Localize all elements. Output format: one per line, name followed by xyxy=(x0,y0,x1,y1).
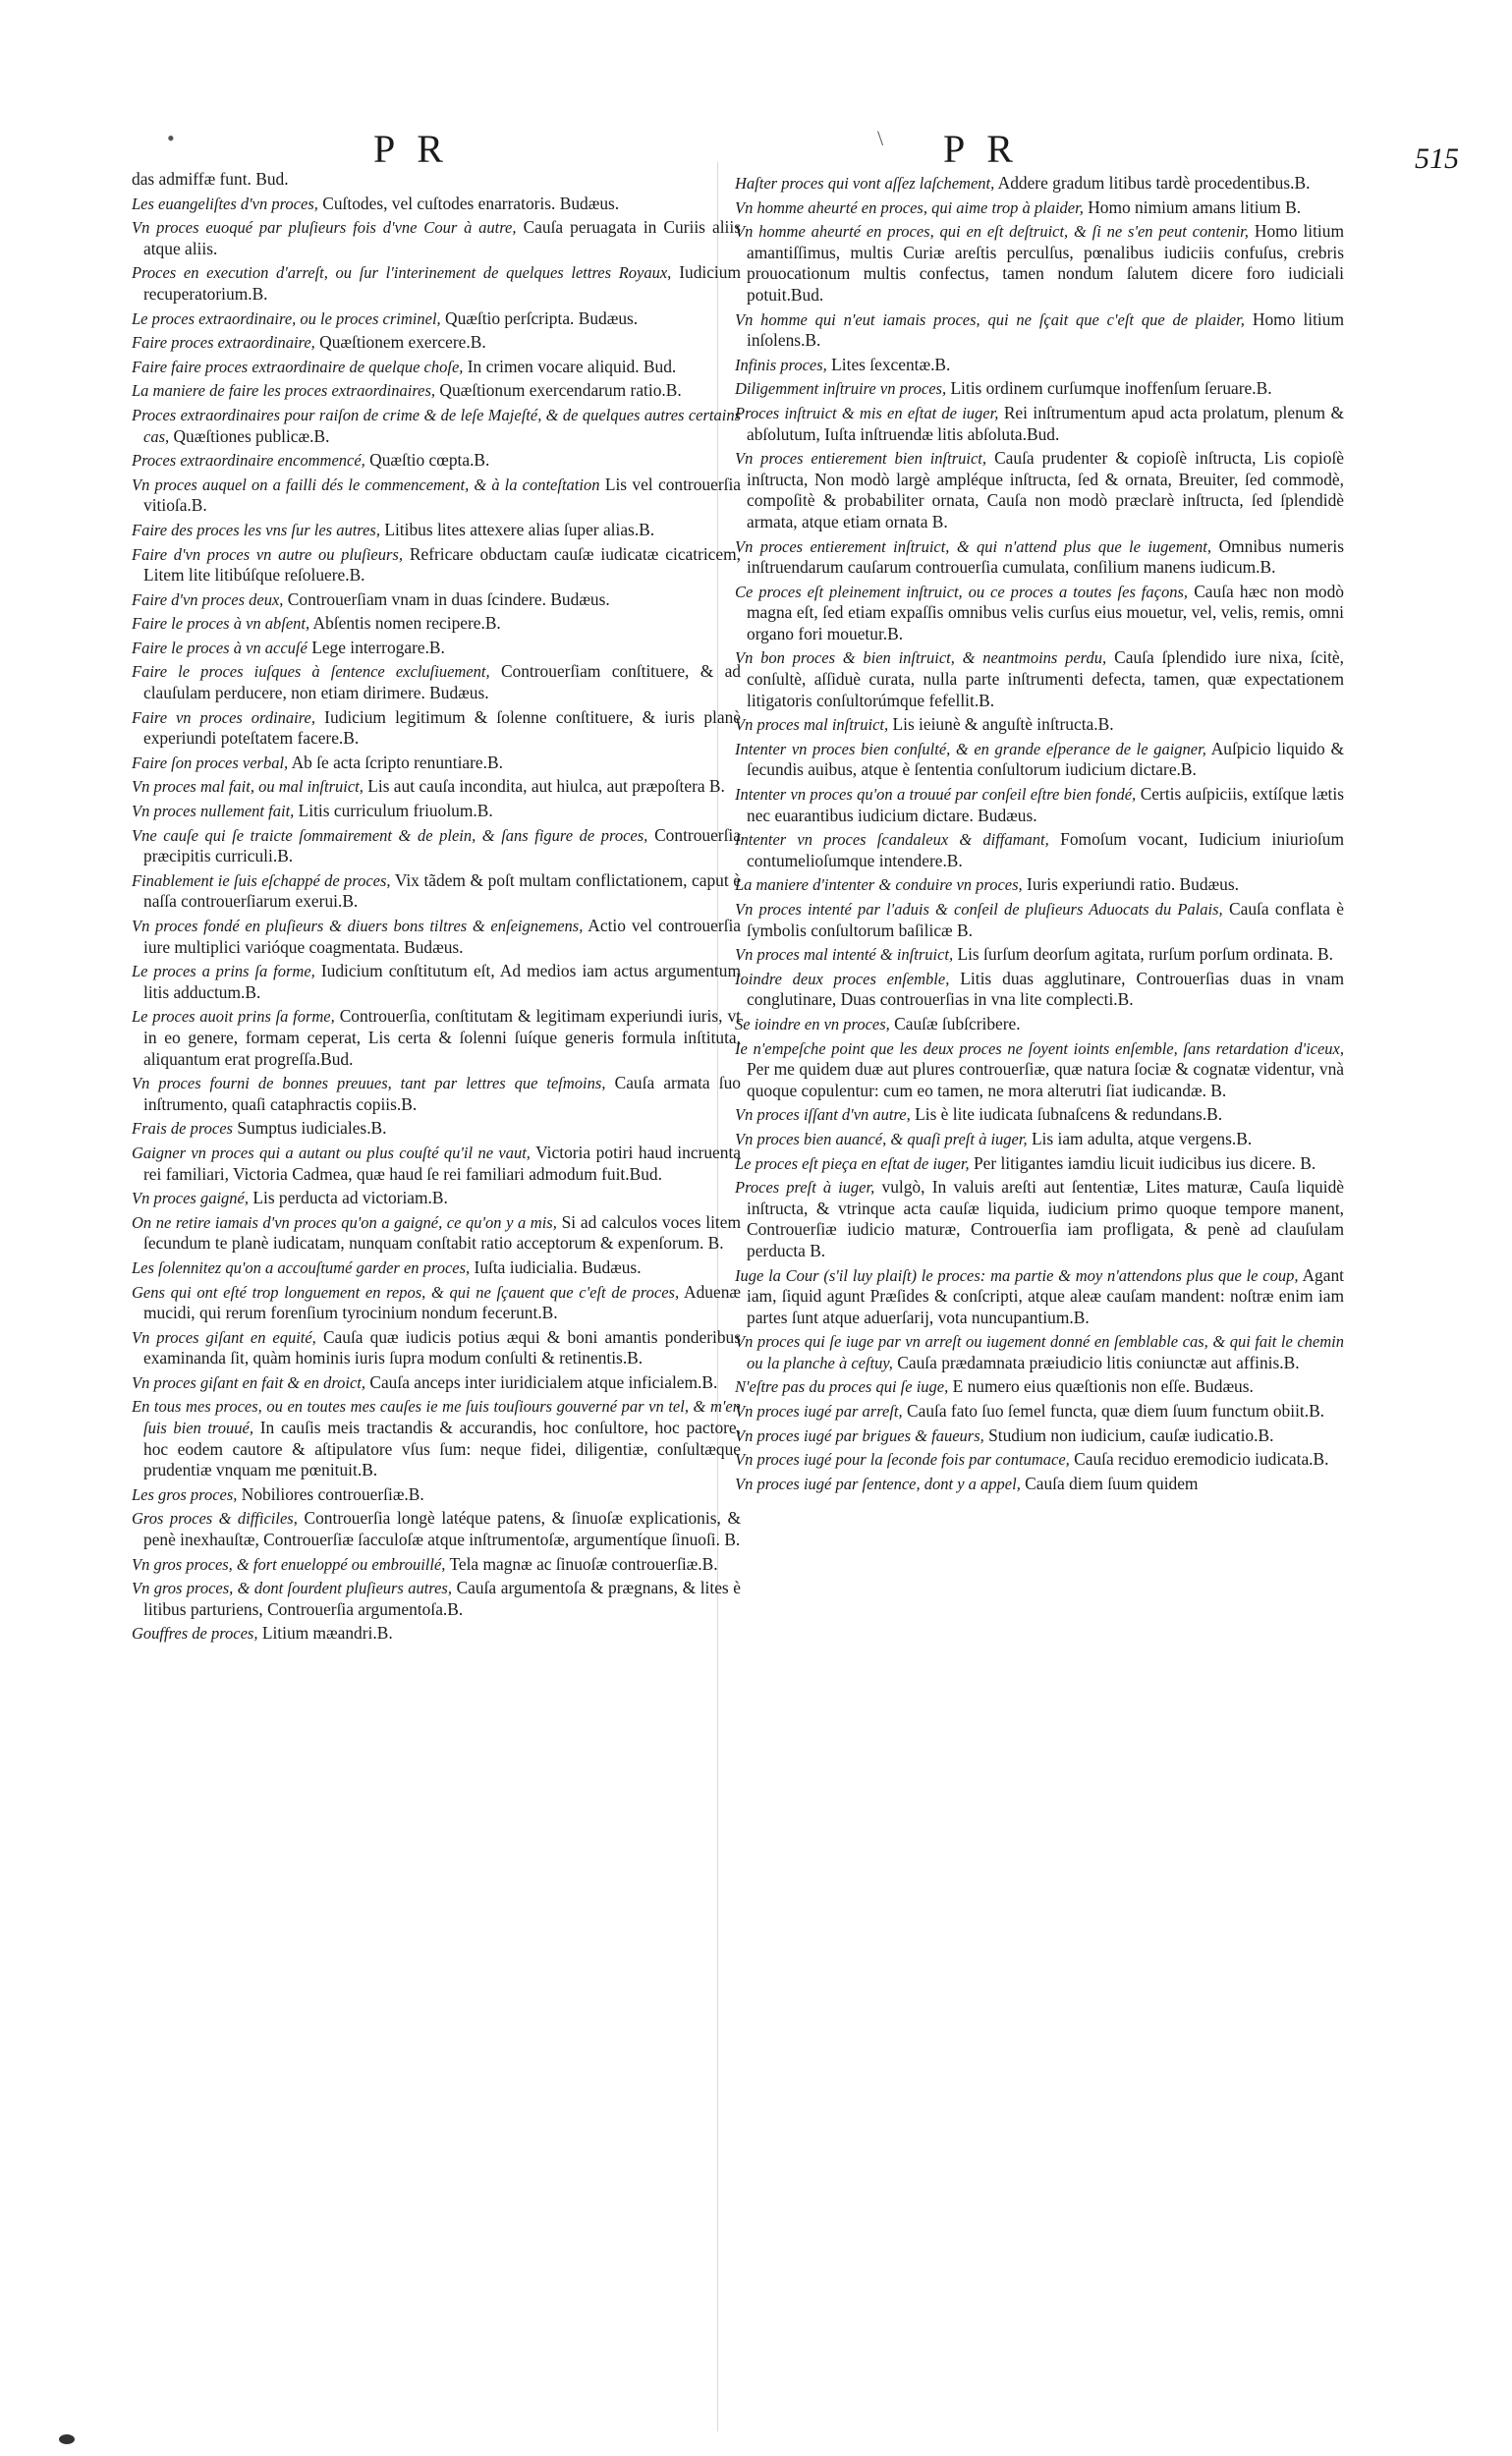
latin-definition: Fomoſum vocant, Iudicium iniurioſum contumelioſumque intendere.B. xyxy=(747,829,1344,870)
dictionary-entry xyxy=(735,403,1344,445)
dictionary-entry xyxy=(735,1376,1344,1398)
latin-definition: Victoria potiri haud incruenta rei familiari, Victoria Cadmea, quæ haud ſe rei familiari admodum fuit.Bud. xyxy=(143,1142,741,1184)
french-headword: Vn proces gaigné, xyxy=(132,1189,249,1208)
latin-definition: Agant iam, ſiquid agunt Præſides & conſcripti, atque aleæ cauſam mandent: noſtræ enim iam partes ſunt atque aduerſarij, vota nuncupantium.B. xyxy=(747,1264,1344,1327)
french-headword: Ie n'empeſche point que les deux proces ne ſoyent ioints enſemble, ſans retardation d'iceux, xyxy=(735,1038,1344,1058)
latin-definition: Rei inſtrumentum apud acta prolatum, plenum & abſolutum, Iuſta inſtruendæ litis abſoluta.Bud. xyxy=(747,402,1344,444)
french-headword: Vn proces intenté par l'aduis & conſeil de pluſieurs Aduocats du Palais, xyxy=(735,900,1223,919)
latin-definition: Lege interrogare.B. xyxy=(311,637,445,657)
dictionary-entry xyxy=(132,357,741,378)
french-headword: Vn homme aheurté en proces, qui aime trop à plaider, xyxy=(735,197,1084,217)
french-headword: Haſter proces qui vont aſſez laſchement, xyxy=(735,174,995,193)
dictionary-entry xyxy=(735,1038,1344,1102)
french-headword: Faire ſon proces verbal, xyxy=(132,753,289,772)
header-mark-left: • xyxy=(167,126,175,150)
latin-definition: Auſpicio liquido & ſecundis auibus, atque è ſententia conſultorum iudicium dictare.B. xyxy=(747,738,1345,780)
latin-definition: Cuſtodes, vel cuſtodes enarratoris. Budæus. xyxy=(322,193,620,213)
french-headword: Faire vn proces ordinaire, xyxy=(132,707,316,727)
latin-definition: Cauſa hæc non modò magna eſt, ſed etiam expaſſis omnibus velis curſus eius mouetur, vel, velis, remis, omni organo fori mouetur.B. xyxy=(747,581,1344,643)
french-headword: Faire le proces iuſques à ſentence excluſiuement, xyxy=(132,662,490,682)
latin-definition: Controuerſia præcipitis curriculi.B. xyxy=(143,824,741,866)
latin-definition: Aduenæ mucidi, qui rerum forenſium tyrocinium nondum fecerunt.B. xyxy=(143,1281,741,1323)
dictionary-entry xyxy=(735,899,1344,941)
latin-definition: Studium non iudicium, cauſæ iudicatio.B. xyxy=(988,1424,1274,1445)
left-column xyxy=(132,169,741,1647)
dictionary-entry xyxy=(735,173,1344,195)
latin-definition: Cauſa conflata è ſymbolis conſultorum baſilicæ B. xyxy=(747,899,1344,940)
dictionary-entry xyxy=(132,916,741,958)
dictionary-entry xyxy=(132,801,741,822)
dictionary-entry xyxy=(132,405,741,447)
dictionary-entry xyxy=(735,582,1344,645)
french-headword: Intenter vn proces qu'on a trouué par conſeil eſtre bien fondé, xyxy=(735,785,1137,805)
running-header-left: PR xyxy=(373,127,465,171)
french-headword: Vn proces mal intenté & inſtruict, xyxy=(735,945,954,965)
dictionary-entry xyxy=(132,961,741,1003)
latin-definition: E numero eius quæſtionis non eſſe. Budæus. xyxy=(952,1376,1254,1397)
french-headword: Vn proces mal inſtruict, xyxy=(735,715,889,735)
french-headword: Proces en execution d'arreſt, ou ſur l'interinement de quelques lettres Royaux, xyxy=(132,263,672,283)
dictionary-entry xyxy=(735,1474,1344,1495)
french-headword: Gros proces & difficiles, xyxy=(132,1509,298,1529)
french-headword: Gouffres de proces, xyxy=(132,1624,258,1644)
latin-definition: das admiffæ funt. Bud. xyxy=(132,169,289,189)
latin-definition: Si ad calculos voces litem ſecundum te planè iudicatam, nunquam conſtabit ratio acceptorum & expenſorum. B. xyxy=(143,1211,741,1254)
dictionary-entry xyxy=(735,378,1344,400)
latin-definition: Lis ieiunè & anguſtè inſtructa.B. xyxy=(892,714,1114,735)
french-headword: N'eſtre pas du proces qui ſe iuge, xyxy=(735,1377,949,1397)
french-headword: Le proces eſt pieça en eſtat de iuger, xyxy=(735,1153,970,1173)
french-headword: Vn proces iugé par brigues & faueurs, xyxy=(735,1425,984,1445)
latin-definition: Cauſa reciduo eremodicio iudicata.B. xyxy=(1074,1449,1329,1470)
french-headword: La maniere d'intenter & conduire vn proces, xyxy=(735,875,1023,895)
latin-definition: Abſentis nomen recipere.B. xyxy=(312,613,501,634)
dictionary-entry xyxy=(735,874,1344,896)
latin-definition: Certis auſpiciis, extíſque lætis nec euarantibus iudicium dictare. Budæus. xyxy=(747,784,1344,825)
latin-definition: Addere gradum litibus tardè procedentibus.B. xyxy=(997,173,1311,193)
latin-definition: Litis duas agglutinare, Controuerſias duas in vnam conglutinare, Duas controuerſias in vna lite complecti.B. xyxy=(747,968,1345,1010)
latin-definition: Homo nimium amans litium B. xyxy=(1088,196,1302,217)
dictionary-entry xyxy=(132,1372,741,1394)
french-headword: Vn proces iſſant d'vn autre, xyxy=(735,1105,911,1125)
latin-definition: Cauſa prædamnata præiudicio litis coniunctæ aut affinis.B. xyxy=(897,1352,1300,1372)
dictionary-entry xyxy=(132,1006,741,1070)
dictionary-entry xyxy=(132,613,741,635)
latin-definition: In cauſis meis tractandis & accurandis, hoc conſultore, hoc pactore, hoc eodem cautore & aſtipulatore vſus ſum: neque fidei, diligentiæ, conſultæque prudentiæ vnquam me pœnituit.B. xyxy=(143,1418,741,1480)
french-headword: Infinis proces, xyxy=(735,355,827,374)
dictionary-entry xyxy=(132,308,741,330)
latin-definition: Cauſa argumentoſa & prægnans, & lites è litibus parturiens, Controuerſia argumentoſa.B. xyxy=(143,1578,741,1619)
french-headword: Faire le proces à vn abſent, xyxy=(132,614,310,634)
french-headword: Vn proces mal fait, ou mal inſtruict, xyxy=(132,777,364,797)
french-headword: Vn bon proces & bien inſtruict, & neantmoins perdu, xyxy=(735,648,1107,668)
dictionary-entry xyxy=(132,194,741,215)
french-headword: Vn gros proces, & fort enueloppé ou embrouillé, xyxy=(132,1554,446,1574)
french-headword: Le proces a prins ſa forme, xyxy=(132,962,315,981)
french-headword: Gaigner vn proces qui a autant ou plus couſté qu'il ne vaut, xyxy=(132,1143,531,1162)
french-headword: Vn proces iugé pour la ſeconde fois par contumace, xyxy=(735,1450,1070,1470)
french-headword: Vn proces nullement fait, xyxy=(132,802,295,821)
dictionary-entry xyxy=(735,355,1344,376)
running-header-right: PR xyxy=(943,127,1035,171)
french-headword: Iuge la Cour (s'il luy plaiſt) le proces: ma partie & moy n'attendons plus que le coup, xyxy=(735,1265,1299,1285)
dictionary-entry xyxy=(735,944,1344,966)
french-headword: Faire le proces à vn accuſé xyxy=(132,638,308,657)
french-headword: Vn gros proces, & dont ſourdent pluſieurs autres, xyxy=(132,1579,452,1598)
french-headword: On ne retire iamais d'vn proces qu'on a gaigné, ce qu'on y a mis, xyxy=(132,1212,557,1232)
dictionary-entry xyxy=(132,1282,741,1324)
french-headword: Frais de proces xyxy=(132,1119,233,1139)
latin-definition: Omnibus numeris inſtruendarum cauſarum controuerſia cumulata, conſilium manens iudicum.B. xyxy=(747,535,1344,578)
latin-definition: Lis iam adulta, atque vergens.B. xyxy=(1031,1128,1253,1148)
french-headword: Vn proces bien auancé, & quaſi preſt à iuger, xyxy=(735,1129,1028,1148)
french-headword: Vn proces fondé en pluſieurs & diuers bons tiltres & enſeignemens, xyxy=(132,917,584,935)
dictionary-entry xyxy=(132,1508,741,1550)
french-headword: Vn proces auquel on a failli dés le commencement, & à la conteſtation xyxy=(132,474,600,494)
dictionary-entry xyxy=(132,380,741,402)
dictionary-entry xyxy=(132,1073,741,1115)
french-headword: Vn proces iugé par arreſt, xyxy=(735,1402,903,1422)
french-headword: Ce proces eſt pleinement inſtruict, ou ce proces a toutes ſes façons, xyxy=(735,582,1189,601)
latin-definition: Lis perducta ad victoriam.B. xyxy=(252,1188,448,1208)
dictionary-entry xyxy=(735,714,1344,736)
french-headword: Diligemment inſtruire vn proces, xyxy=(735,379,947,399)
dictionary-entry xyxy=(132,262,741,305)
french-headword: Ioindre deux proces enſemble, xyxy=(735,969,950,988)
dictionary-entry xyxy=(735,1425,1344,1447)
latin-definition: Litibus lites attexere alias ſuper alias.B. xyxy=(384,519,655,539)
french-headword: Vn proces qui ſe iuge par vn arreſt ou iugement donné en ſemblable cas, & qui fait le chemin ou la planche à ceſtuy, xyxy=(735,1332,1344,1372)
french-headword: Faire d'vn proces deux, xyxy=(132,589,284,609)
latin-definition: Quæſtionum exercendarum ratio.B. xyxy=(439,380,682,401)
latin-definition: Nobiliores controuerſiæ.B. xyxy=(241,1483,424,1504)
dictionary-entry xyxy=(132,1212,741,1255)
latin-definition: Controuerſiam conſtituere, & ad clauſulam perducere, non etiam dirimere. Budæus. xyxy=(143,661,741,703)
dictionary-entry xyxy=(132,332,741,354)
dictionary-entry xyxy=(132,753,741,774)
latin-definition: Cauſa prudenter & copioſè inſtructa, Lis copioſè inſtructa, Non modò largè ampléque inſtructa, ſed & ornata, Breuiter, ſed commodè, compoſitè & probabiliter ornata, Cauſa non modò præclarè inſtructa, ſed ſplendidè armata, atque etiam ornata B. xyxy=(747,448,1344,531)
french-headword: Se ioindre en vn proces, xyxy=(735,1014,890,1033)
dictionary-entry xyxy=(132,474,741,517)
latin-definition: vulgò, In valuis areſti aut ſententiæ, Lites maturæ, Cauſa liquidè inſtructa, & vtrinque acta cauſæ liquida, iudicium primo quoque tempore manent, Controuerſiæ iudicio maturæ, Controuerſia iam profligata, & penè ad clauſulam perducta B. xyxy=(747,1177,1344,1260)
french-headword: Proces inſtruict & mis en eſtat de iuger, xyxy=(735,403,999,422)
dictionary-entry xyxy=(735,448,1344,532)
dictionary-entry xyxy=(132,870,741,913)
latin-definition: Cauſa ſplendido iure nixa, ſcitè, conſultè, aſſiduè curata, nulla parte inſtrumenti defecta, tamen, quæ expectationem litigatoris conſultorúmque fefellit.B. xyxy=(747,647,1344,710)
latin-definition: Refricare obductam cauſæ iudicatæ cicatricem, Litem lite litibúſque reſoluere.B. xyxy=(143,543,741,586)
french-headword: Proces preſt à iuger, xyxy=(735,1178,875,1198)
french-headword: Gens qui ont eſté trop longuement en repos, & qui ne ſçauent que c'eſt de proces, xyxy=(132,1282,680,1302)
dictionary-entry xyxy=(735,1177,1344,1261)
french-headword: Intenter vn proces bien conſulté, & en grande eſperance de le gaigner, xyxy=(735,739,1206,758)
french-headword: Proces extraordinaires pour raiſon de crime & de leſe Majeſté, & de quelques autres certains cas, xyxy=(132,405,741,446)
french-headword: Vne cauſe qui ſe traicte ſommairement & de plein, & ſans figure de proces, xyxy=(132,825,648,845)
french-headword: Vn homme aheurté en proces, qui en eſt deſtruict, & ſi ne s'en peut contenir, xyxy=(735,222,1249,242)
dictionary-entry xyxy=(735,1449,1344,1471)
dictionary-entry xyxy=(735,969,1344,1011)
dictionary-entry xyxy=(735,784,1344,826)
french-headword: En tous mes proces, ou en toutes mes cauſes ie me ſuis touſiours gouverné par vn tel, & m'en ſuis bien trouué, xyxy=(132,1397,741,1438)
header-mark-right: \ xyxy=(877,126,884,150)
latin-definition: Per litigantes iamdiu licuit iudicibus ius dicere. B. xyxy=(973,1152,1316,1173)
french-headword: Le proces extraordinaire, ou le proces criminel, xyxy=(132,308,441,328)
dictionary-entry xyxy=(132,1623,741,1645)
dictionary-entry xyxy=(132,1188,741,1209)
latin-definition: Iuſta iudicialia. Budæus. xyxy=(474,1256,642,1277)
dictionary-entry xyxy=(735,1401,1344,1423)
french-headword: Vn proces fourni de bonnes preuues, tant par lettres que teſmoins, xyxy=(132,1074,606,1093)
latin-definition: Cauſa diem ſuum quidem xyxy=(1025,1473,1199,1493)
french-headword: Vn proces giſant en equité, xyxy=(132,1327,316,1347)
french-headword: Vn proces entierement bien inſtruict, xyxy=(735,449,986,469)
dictionary-entry xyxy=(132,520,741,541)
french-headword: Intenter vn proces ſcandaleux & diffamant, xyxy=(735,830,1049,850)
french-headword: La maniere de faire les proces extraordinaires, xyxy=(132,381,436,401)
french-headword: Faire des proces les vns ſur les autres, xyxy=(132,520,380,539)
french-headword: Les ſolennitez qu'on a accouſtumé garder en proces, xyxy=(132,1257,471,1277)
french-headword: Les euangeliſtes d'vn proces, xyxy=(132,194,318,213)
latin-definition: Controuerſia, conſtitutam & legitimam experiundi iuris, vt in eo genere, formam ceperat, Lis certa & ſolenni ſuíque generis formula inſtituta, aliquantum erat progreſſa.Bud. xyxy=(143,1006,741,1069)
french-headword: Proces extraordinaire encommencé, xyxy=(132,451,365,471)
latin-definition: Litis curriculum friuolum.B. xyxy=(298,801,493,821)
latin-definition: Sumptus iudiciales.B. xyxy=(237,1118,387,1139)
dictionary-entry xyxy=(132,544,741,586)
latin-definition: Cauſæ ſubſcribere. xyxy=(894,1013,1021,1033)
french-headword: Vn proces entierement inſtruict, & qui n'attend plus que le iugement, xyxy=(735,536,1211,556)
dictionary-entry xyxy=(132,825,741,867)
dictionary-entry xyxy=(735,739,1344,781)
dictionary-entry xyxy=(735,1129,1344,1150)
right-column xyxy=(735,173,1344,1497)
latin-definition: Controuerſiam vnam in duas ſcindere. Budæus. xyxy=(287,588,610,609)
french-headword: Vn homme qui n'eut iamais proces, qui ne ſçait que c'eſt que de plaider, xyxy=(735,309,1245,329)
dictionary-entry xyxy=(132,1396,741,1480)
latin-definition: Cauſa fato ſuo ſemel functa, quæ diem ſuum functum obiit.B. xyxy=(907,1401,1325,1422)
french-headword: Les gros proces, xyxy=(132,1484,238,1504)
latin-definition: Cauſa anceps inter iuridicialem atque inficialem.B. xyxy=(369,1371,718,1392)
ink-smudge xyxy=(59,2434,75,2444)
latin-definition: Ab ſe acta ſcripto renuntiare.B. xyxy=(291,752,503,772)
dictionary-entry xyxy=(132,1143,741,1185)
latin-definition: Litium mæandri.B. xyxy=(261,1623,393,1644)
latin-definition: Iuris experiundi ratio. Budæus. xyxy=(1027,874,1239,895)
latin-definition: Actio vel controuerſia iure multiplici varióque coagmentata. Budæus. xyxy=(143,916,742,957)
latin-definition: Lites ſexcentæ.B. xyxy=(831,354,951,374)
dictionary-entry xyxy=(132,1578,741,1620)
latin-definition: Homo litium inſolens.B. xyxy=(747,308,1344,351)
french-headword: Faire faire proces extraordinaire de quelque choſe, xyxy=(132,357,464,376)
latin-definition: In crimen vocare aliquid. Bud. xyxy=(467,356,677,376)
french-headword: Vn proces iugé par ſentence, dont y a appel, xyxy=(735,1474,1021,1493)
dictionary-entry xyxy=(132,1118,741,1140)
dictionary-entry xyxy=(735,1104,1344,1126)
french-headword: Faire proces extraordinaire, xyxy=(132,333,315,353)
latin-definition: Lis aut cauſa incondita, aut hiulca, aut præpoſtera B. xyxy=(367,776,725,797)
latin-definition: Cauſa peruagata in Curiis aliis atque aliis. xyxy=(143,217,741,258)
dictionary-entry xyxy=(132,1327,741,1369)
latin-definition: Litis ordinem curſumque inoffenſum ſeruare.B. xyxy=(950,378,1272,399)
french-headword: Faire d'vn proces vn autre ou pluſieurs, xyxy=(132,544,403,564)
dictionary-entry xyxy=(132,661,741,703)
latin-definition: Lis è lite iudicata ſubnaſcens & redundans.B. xyxy=(915,1104,1223,1125)
dictionary-entry xyxy=(132,776,741,798)
latin-definition: Quæſtionem exercere.B. xyxy=(319,332,486,353)
latin-definition: Vix tãdem & poſt multam conflictationem, caput è naſſa controuerſiarum exerui.B. xyxy=(143,869,741,912)
page-number: 515 xyxy=(1415,142,1459,175)
french-headword: Vn proces euoqué par pluſieurs fois d'vne Cour à autre, xyxy=(132,218,517,238)
latin-definition: Cauſa quæ iudicis potius æqui & boni amantis ponderibus examinanda ſit, quàm hominis iuris ſupra modum conſulti & retinentis.B. xyxy=(143,1326,741,1368)
dictionary-entry xyxy=(735,309,1344,352)
dictionary-entry xyxy=(132,1554,741,1576)
latin-definition: Tela magnæ ac ſinuoſæ controuerſiæ.B. xyxy=(449,1553,718,1574)
dictionary-entry xyxy=(132,638,741,659)
dictionary-entry xyxy=(132,1484,741,1506)
dictionary-entry xyxy=(735,829,1344,871)
dictionary-entry xyxy=(735,221,1344,306)
latin-definition: Quæſtio cœpta.B. xyxy=(369,450,490,471)
dictionary-entry xyxy=(735,1265,1344,1329)
french-headword: Finablement ie ſuis eſchappé de proces, xyxy=(132,870,391,890)
dictionary-entry xyxy=(132,217,741,259)
latin-definition: Quæſtiones publicæ.B. xyxy=(173,425,330,446)
latin-definition: Lis vel controuerſia vitioſa.B. xyxy=(143,474,742,516)
dictionary-entry xyxy=(735,1014,1344,1035)
latin-definition: Lis ſurſum deorſum agitata, rurſum porſum ordinata. B. xyxy=(957,944,1333,965)
latin-definition: Iudicium conſtitutum eſt, Ad medios iam actus argumentum litis adductum.B. xyxy=(143,961,741,1002)
latin-definition: Cauſa armata ſuo inſtrumento, quaſi cataphractis copiis.B. xyxy=(143,1073,741,1114)
latin-definition: Iudicium recuperatorium.B. xyxy=(143,262,741,304)
latin-definition: Per me quidem duæ aut plures controuerſiæ, quæ natura ſociæ & cognatæ videntur, vnà quoque copulentur: cum eo tamen, ne mora alterutri ſiat iudicandæ. B. xyxy=(747,1059,1344,1100)
dictionary-entry xyxy=(132,1257,741,1279)
dictionary-entry xyxy=(735,197,1344,219)
dictionary-entry xyxy=(132,169,741,191)
dictionary-entry xyxy=(735,1331,1344,1373)
dictionary-entry xyxy=(132,450,741,472)
dictionary-entry xyxy=(735,536,1344,579)
latin-definition: Controuerſia longè latéque patens, & ſinuoſæ explicationis, & penè inexhauſtæ, Controuerſiæ ſacculoſæ atque inſtrumentoſæ, argumentíque ſinuoſi. B. xyxy=(143,1508,741,1550)
latin-definition: Quæſtio perſcripta. Budæus. xyxy=(445,307,639,328)
dictionary-entry xyxy=(132,589,741,611)
latin-definition: Iudicium legitimum & ſolenne conſtituere, & iuris planè experiundi poteſtatem facere.B. xyxy=(143,706,741,749)
dictionary-entry xyxy=(735,647,1344,711)
french-headword: Vn proces giſant en fait & en droict, xyxy=(132,1372,365,1392)
dictionary-entry xyxy=(735,1153,1344,1175)
dictionary-entry xyxy=(132,707,741,750)
latin-definition: Homo litium amantiſſimus, multis Curiæ areſtis perculſus, pœnalibus iudiciis confuſus, crebris prouocationum multis confectus, tamen nondum ſalutem dicere foro iudiciali potuit.Bud. xyxy=(747,221,1344,305)
french-headword: Le proces auoit prins ſa forme, xyxy=(132,1007,335,1027)
